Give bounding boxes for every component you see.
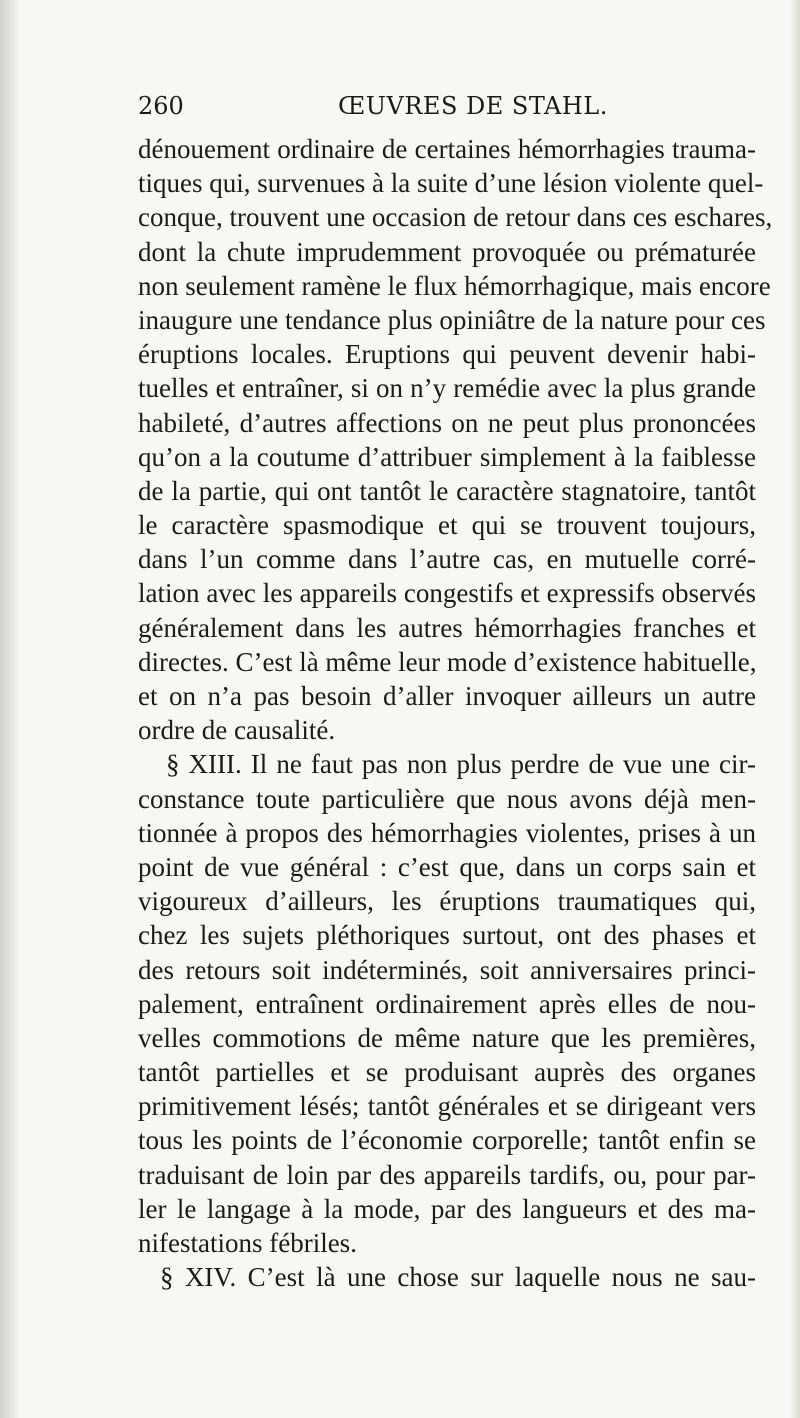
- running-title: ŒUVRES DE STAHL.: [338, 92, 608, 120]
- text-line: inaugure une tendance plus opiniâtre de la nature pour ces: [138, 304, 766, 335]
- body-text: [138, 132, 773, 1294]
- running-header: [138, 92, 756, 124]
- text-line: qu’on a la coutume d’attribuer simplement à la faiblesse: [138, 441, 756, 472]
- text-line: de la partie, qui ont tantôt le caractère stagnatoire, tantôt: [138, 475, 756, 506]
- text-line: dont la chute imprudemment provoquée ou prématurée: [138, 236, 756, 267]
- text-line: tantôt partielles et se produisant auprès des organes: [138, 1057, 756, 1088]
- text-line: vigoureux d’ailleurs, les éruptions traumatiques qui,: [138, 886, 756, 917]
- text-line: velles commotions de même nature que les premières,: [138, 1022, 756, 1053]
- text-line: nifestations fébriles.: [138, 1228, 357, 1258]
- text-line: primitivement lésés; tantôt générales et se dirigeant vers: [138, 1091, 756, 1122]
- text-line: le caractère spasmodique et qui se trouvent toujours,: [138, 510, 756, 541]
- text-line: tiques qui, survenues à la suite d’une lésion violente quel-: [138, 168, 764, 199]
- text-line: directes. C’est là même leur mode d’existence habituelle,: [138, 646, 757, 677]
- text-line: constance toute particulière que nous avons déjà men-: [138, 783, 756, 814]
- page-number: 260: [138, 92, 184, 120]
- text-line: éruptions locales. Eruptions qui peuvent devenir habi-: [138, 339, 756, 370]
- text-line: dénouement ordinaire de certaines hémorrhagies trauma-: [138, 134, 756, 164]
- text-line: traduisant de loin par des appareils tardifs, ou, pour par-: [138, 1159, 756, 1190]
- page-gutter-shadow: [0, 0, 18, 1418]
- text-line: palement, entraînent ordinairement après elles de nou-: [138, 988, 756, 1019]
- text-line: non seulement ramène le flux hémorrhagique, mais encore: [138, 270, 771, 301]
- text-line: tous les points de l’économie corporelle; tantôt enfin se: [138, 1125, 756, 1156]
- text-line: tuelles et entraîner, si on n’y remédie avec la plus grande: [138, 373, 756, 404]
- text-line: lation avec les appareils congestifs et expressifs observés: [138, 578, 756, 609]
- text-line: tionnée à propos des hémorrhagies violentes, prises à un: [138, 817, 756, 848]
- text-line: et on n’a pas besoin d’aller invoquer ailleurs un autre: [138, 681, 756, 711]
- text-line: ler le langage à la mode, par des langueurs et des ma-: [138, 1193, 756, 1224]
- text-line: des retours soit indéterminés, soit anniversaires princi-: [138, 954, 756, 985]
- text-line: dans l’un comme dans l’autre cas, en mutuelle corré-: [138, 544, 756, 575]
- text-line: chez les sujets pléthoriques surtout, ont des phases et: [138, 920, 756, 951]
- section-heading-line: § XIV. C’est là une chose sur laquelle nous ne sau-: [160, 1262, 756, 1293]
- page-edge-shadow: [790, 0, 800, 1418]
- text-line: généralement dans les autres hémorrhagies franches et: [138, 612, 756, 643]
- text-line: point de vue général : c’est que, dans un corps sain et: [138, 851, 756, 882]
- text-line: conque, trouvent une occasion de retour dans ces eschares,: [138, 202, 773, 233]
- text-line: habileté, d’autres affections on ne peut plus prononcées: [138, 407, 756, 438]
- text-line: ordre de causalité.: [138, 715, 336, 746]
- section-heading-line: § XIII. Il ne faut pas non plus perdre de vue une cir-: [166, 749, 756, 780]
